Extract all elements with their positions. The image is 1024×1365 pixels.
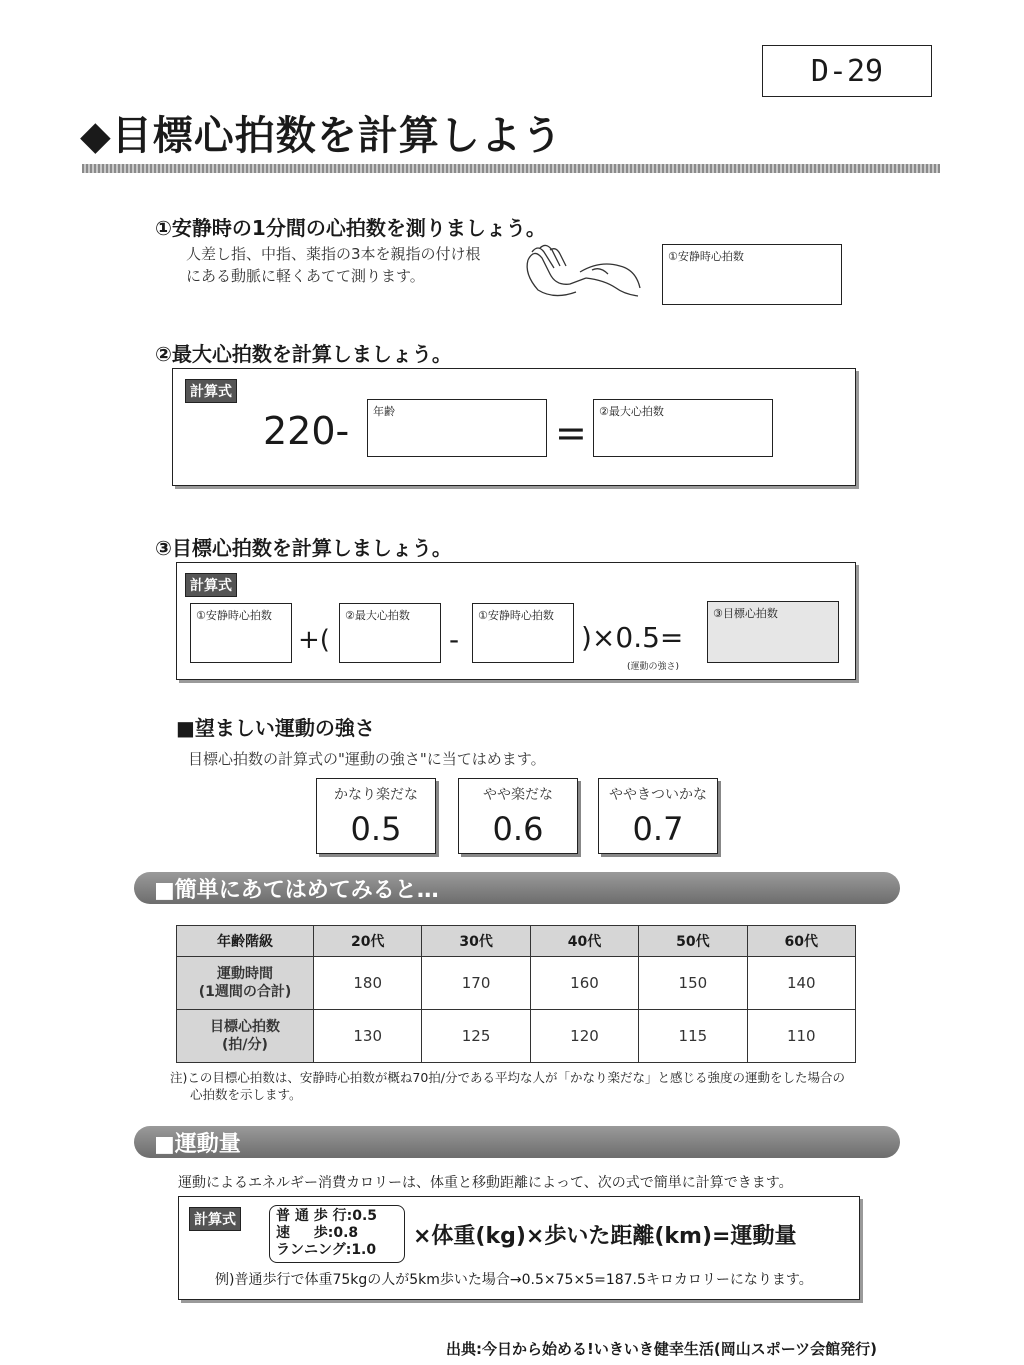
- table-cell: 140: [747, 957, 855, 1010]
- section-banner-simple: ■簡単にあてはめてみると…: [134, 872, 900, 904]
- box1-label: ①安静時心拍数: [196, 609, 272, 622]
- table-cell: 120: [530, 1010, 638, 1063]
- box3-label: ①安静時心拍数: [478, 609, 554, 622]
- age-label: 年齢: [373, 405, 395, 418]
- table-cell: 160: [530, 957, 638, 1010]
- max-heart-rate-label: ②最大心拍数: [599, 405, 664, 418]
- intensity-desc: 目標心拍数の計算式の"運動の強さ"に当てはめます。: [188, 750, 546, 768]
- table-cell: 130: [314, 1010, 422, 1063]
- source-citation: 出典:今日から始める!いきいき健幸生活(岡山スポーツ会館発行): [446, 1340, 877, 1358]
- box2-label: ②最大心拍数: [345, 609, 410, 622]
- formula-tag: 計算式: [185, 379, 237, 403]
- step1-desc: [186, 243, 481, 287]
- resting-heart-rate-field[interactable]: [662, 244, 842, 305]
- step3-formula-panel: [176, 562, 856, 680]
- table-cell: 110: [747, 1010, 855, 1063]
- intensity-title: ■望ましい運動の強さ: [176, 716, 375, 740]
- resting-heart-rate-label: ①安静時心拍数: [668, 250, 744, 263]
- table-header: 年齢階級: [177, 926, 314, 957]
- target-rate-label: ③目標心拍数: [713, 607, 778, 620]
- age-field[interactable]: [367, 399, 547, 457]
- coefficient-walk: 普 通 歩 行:0.5: [276, 1208, 378, 1224]
- row-header: [177, 1010, 314, 1063]
- max-rate-field[interactable]: [339, 603, 441, 663]
- table-cell: 180: [314, 957, 422, 1010]
- title-underline: [82, 164, 940, 173]
- formula-tag: 計算式: [189, 1207, 241, 1231]
- coefficient-run: ランニング:1.0: [276, 1242, 377, 1258]
- table-note-line1: 注)この目標心拍数は、安静時心拍数が概ね70拍/分である平均な人が「かなり楽だな」と感じる強度の運動をした場合の: [170, 1070, 845, 1085]
- document-code: D-29: [762, 45, 932, 97]
- intensity-note: (運動の強さ): [627, 662, 680, 672]
- table-row: [177, 957, 856, 1010]
- intensity-option-label: やや楽だな: [483, 787, 553, 803]
- formula-prefix: 220-: [263, 409, 350, 453]
- target-heart-rate-field[interactable]: [707, 601, 839, 663]
- hand-pulse-icon: [520, 240, 645, 302]
- table-cell: 125: [422, 1010, 530, 1063]
- intensity-option-value: 0.6: [492, 810, 544, 848]
- exercise-formula-panel: [178, 1196, 860, 1300]
- table-cell: 170: [422, 957, 530, 1010]
- step2-formula-panel: [172, 368, 856, 486]
- exercise-example: 例)普通歩行で体重75kgの人が5km歩いた場合→0.5×75×5=187.5キロカロリーになります。: [215, 1272, 813, 1288]
- intensity-option-value: 0.5: [350, 810, 402, 848]
- coefficient-list: [269, 1205, 405, 1263]
- step1-desc-line1: 人差し指、中指、薬指の3本を親指の付け根: [186, 245, 481, 263]
- coefficient-fast: 速 歩:0.8: [276, 1225, 359, 1241]
- table-row: [177, 1010, 856, 1063]
- row-header: [177, 957, 314, 1010]
- table-header-row: [177, 926, 856, 957]
- exercise-desc: 運動によるエネルギー消費カロリーは、体重と移動距離によって、次の式で簡単に計算できます。: [178, 1175, 793, 1191]
- intensity-option: [458, 778, 578, 854]
- multiply-factor: )×0.5=: [581, 621, 684, 654]
- row-header-line: (1週間の合計): [198, 984, 292, 1000]
- intensity-option-label: ややきついかな: [609, 787, 707, 803]
- age-table: [176, 925, 856, 1063]
- table-note-line2: 心拍数を示します。: [190, 1087, 302, 1102]
- intensity-option-label: かなり楽だな: [334, 787, 418, 803]
- resting-rate-field-2[interactable]: [472, 603, 574, 663]
- table-cell: 150: [639, 957, 747, 1010]
- intensity-option-value: 0.7: [632, 810, 684, 848]
- max-heart-rate-field[interactable]: [593, 399, 773, 457]
- resting-rate-field-1[interactable]: [190, 603, 292, 663]
- table-header: 20代: [314, 926, 422, 957]
- step1-title: ①安静時の1分間の心拍数を測りましょう。: [155, 216, 546, 240]
- plus-paren: +(: [298, 625, 330, 655]
- table-header: 40代: [530, 926, 638, 957]
- table-cell: 115: [639, 1010, 747, 1063]
- minus-sign: -: [449, 623, 460, 656]
- table-header: 30代: [422, 926, 530, 957]
- section-banner-exercise: ■運動量: [134, 1126, 900, 1158]
- step2-title: ②最大心拍数を計算しましょう。: [155, 342, 452, 366]
- table-header: 60代: [747, 926, 855, 957]
- row-header-line: 運動時間: [217, 966, 273, 982]
- formula-tag: 計算式: [185, 573, 237, 597]
- intensity-option: [598, 778, 718, 854]
- exercise-formula: ×体重(kg)×歩いた距離(km)=運動量: [413, 1224, 797, 1249]
- intensity-option: [316, 778, 436, 854]
- step1-desc-line2: にある動脈に軽くあてて測ります。: [186, 267, 425, 285]
- page-title: ◆目標心拍数を計算しよう: [80, 113, 563, 159]
- row-header-line: (拍/分): [222, 1037, 268, 1053]
- row-header-line: 目標心拍数: [210, 1019, 280, 1035]
- equals-sign: =: [555, 411, 587, 455]
- table-header: 50代: [639, 926, 747, 957]
- step3-title: ③目標心拍数を計算しましょう。: [155, 536, 452, 560]
